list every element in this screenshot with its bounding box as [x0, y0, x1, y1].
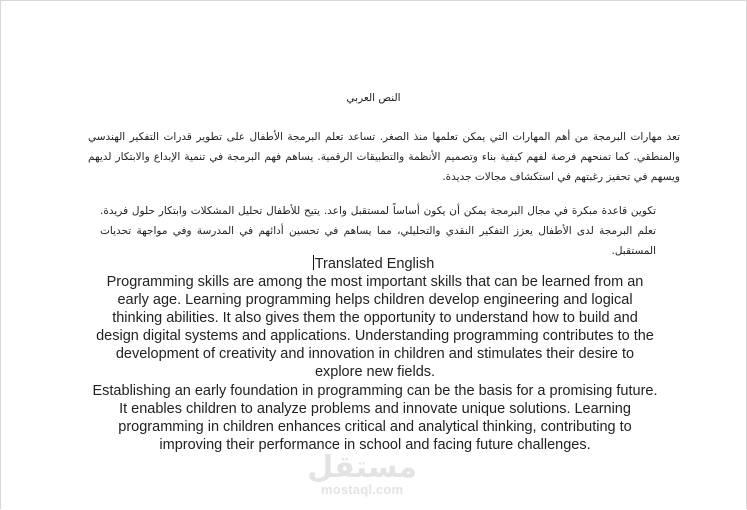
english-paragraph-2: Establishing an early foundation in programming can be the basis for a promising future. It enables children to analyze problems and innovate unique solutions. Learning programming in children enhances critical and analytical thinking, contributing to improving their performance in school and facing future challenges.	[92, 383, 658, 453]
arabic-paragraph-1: تعد مهارات البرمجة من أهم المهارات التي يمكن تعلمها منذ الصغر. تساعد تعلم البرمجة الأطفال على تطوير قدرات التفكير الهندسي والمنطقي. كما تمنحهم فرصة لفهم كيفية بناء وتصميم الأنظمة والتطبيقات الرقمية. يساهم فهم البرمجة في تنمية الإبداع والابتكار لديهم ويسهم في تحفيز رغبتهم في استكشاف مجالات جديدة.	[88, 131, 680, 183]
watermark-logo: مستقل	[307, 450, 417, 485]
watermark-url: mostaql.com	[320, 482, 404, 497]
mostaql-watermark	[307, 450, 417, 497]
english-heading-line[interactable]	[0, 255, 747, 272]
arabic-heading: النص العربي	[346, 92, 401, 104]
english-heading: Translated English	[314, 256, 435, 272]
arabic-paragraph-2: تكوين قاعدة مبكرة في مجال البرمجة يمكن أن يكون أساساً لمستقبل واعد. يتيح للأطفال تحليل المشكلات وابتكار حلول فريدة. تعلم البرمجة لدى الأطفال يعزز التفكير النقدي والتحليلي، مما يساهم في تحسين أدائهم في المدرسة وفي مواجهة تحديات المستقبل.	[100, 205, 656, 257]
english-paragraph-1: Programming skills are among the most important skills that can be learned from an early age. Learning programming helps children develop engineering and logical thinking abilities. It also gives them the opportunity to understand how to build and design digital systems and applications. Understanding programming contributes to the development of creativity and innovation in children and stimulates their desire to explore new fields.	[96, 274, 654, 380]
text-cursor	[313, 255, 314, 270]
